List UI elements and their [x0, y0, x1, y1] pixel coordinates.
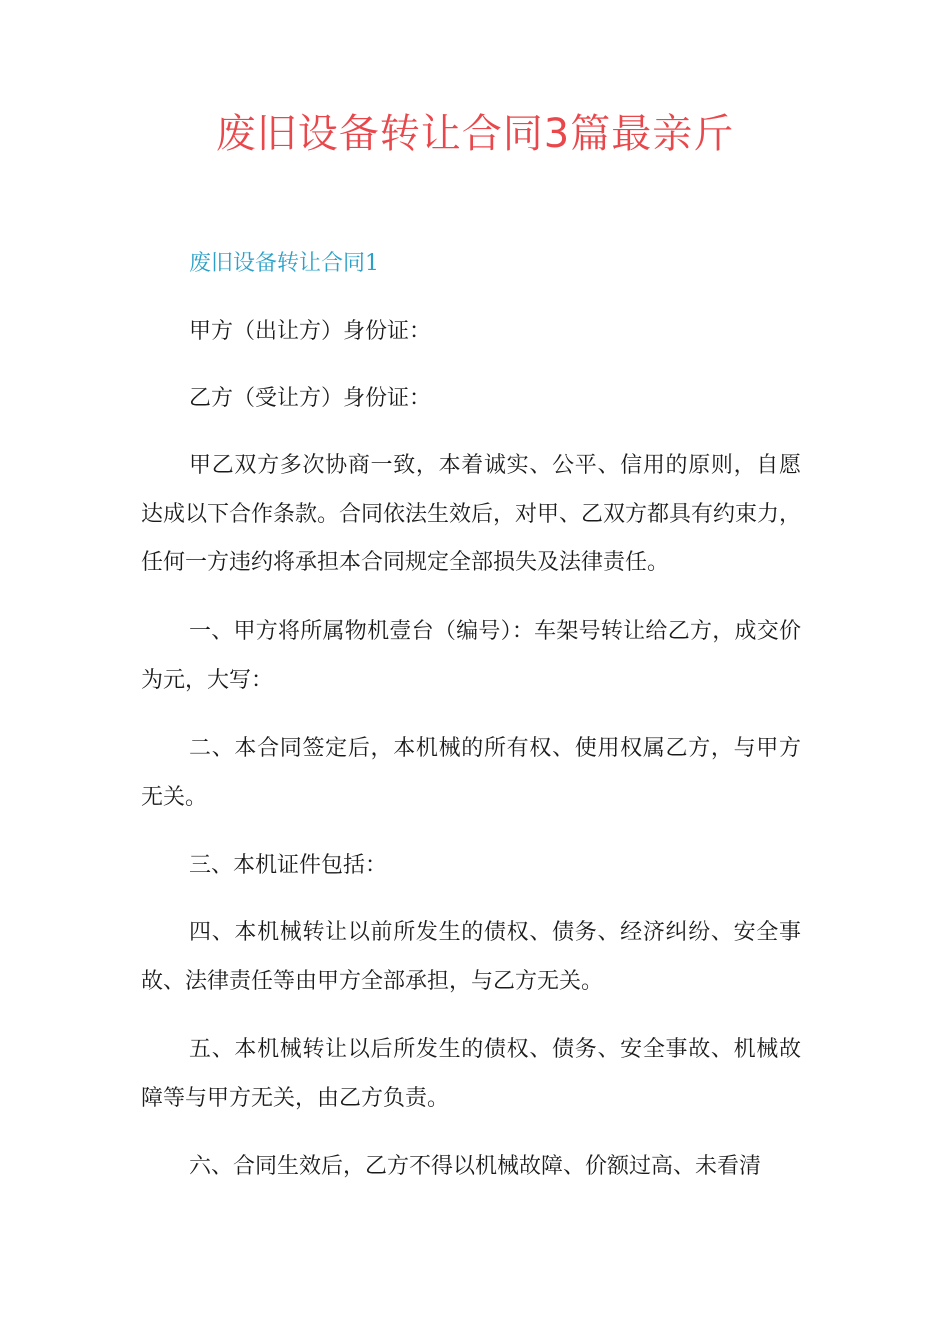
paragraph-clause-4: 四、本机械转让以前所发生的债权、债务、经济纠纷、安全事故、法律责任等由甲方全部承担，与乙方无关。	[141, 920, 801, 994]
paragraph-clause-3: 三、本机证件包括：	[189, 853, 388, 878]
paragraph-party-a: 甲方（出让方）身份证：	[189, 319, 432, 344]
document-title: 废旧设备转让合同3篇最亲斤	[215, 111, 735, 157]
paragraph-clause-1: 一、甲方将所属物机壹台（编号）：车架号转让给乙方，成交价为元，大写：	[141, 619, 801, 693]
section-title: 废旧设备转让合同1	[189, 251, 379, 276]
paragraph-preamble: 甲乙双方多次协商一致，本着诚实、公平、信用的原则，自愿达成以下合作条款。合同依法生效后，对甲、乙双方都具有约束力，任何一方违约将承担本合同规定全部损失及法律责任。	[141, 453, 802, 575]
paragraph-party-b: 乙方（受让方）身份证：	[189, 386, 432, 411]
paragraph-clause-5: 五、本机械转让以后所发生的债权、债务、安全事故、机械故障等与甲方无关，由乙方负责。	[141, 1037, 801, 1111]
paragraph-clause-2: 二、本合同签定后，本机械的所有权、使用权属乙方，与甲方无关。	[141, 736, 801, 810]
paragraph-clause-6: 六、合同生效后，乙方不得以机械故障、价额过高、未看清	[189, 1154, 762, 1179]
